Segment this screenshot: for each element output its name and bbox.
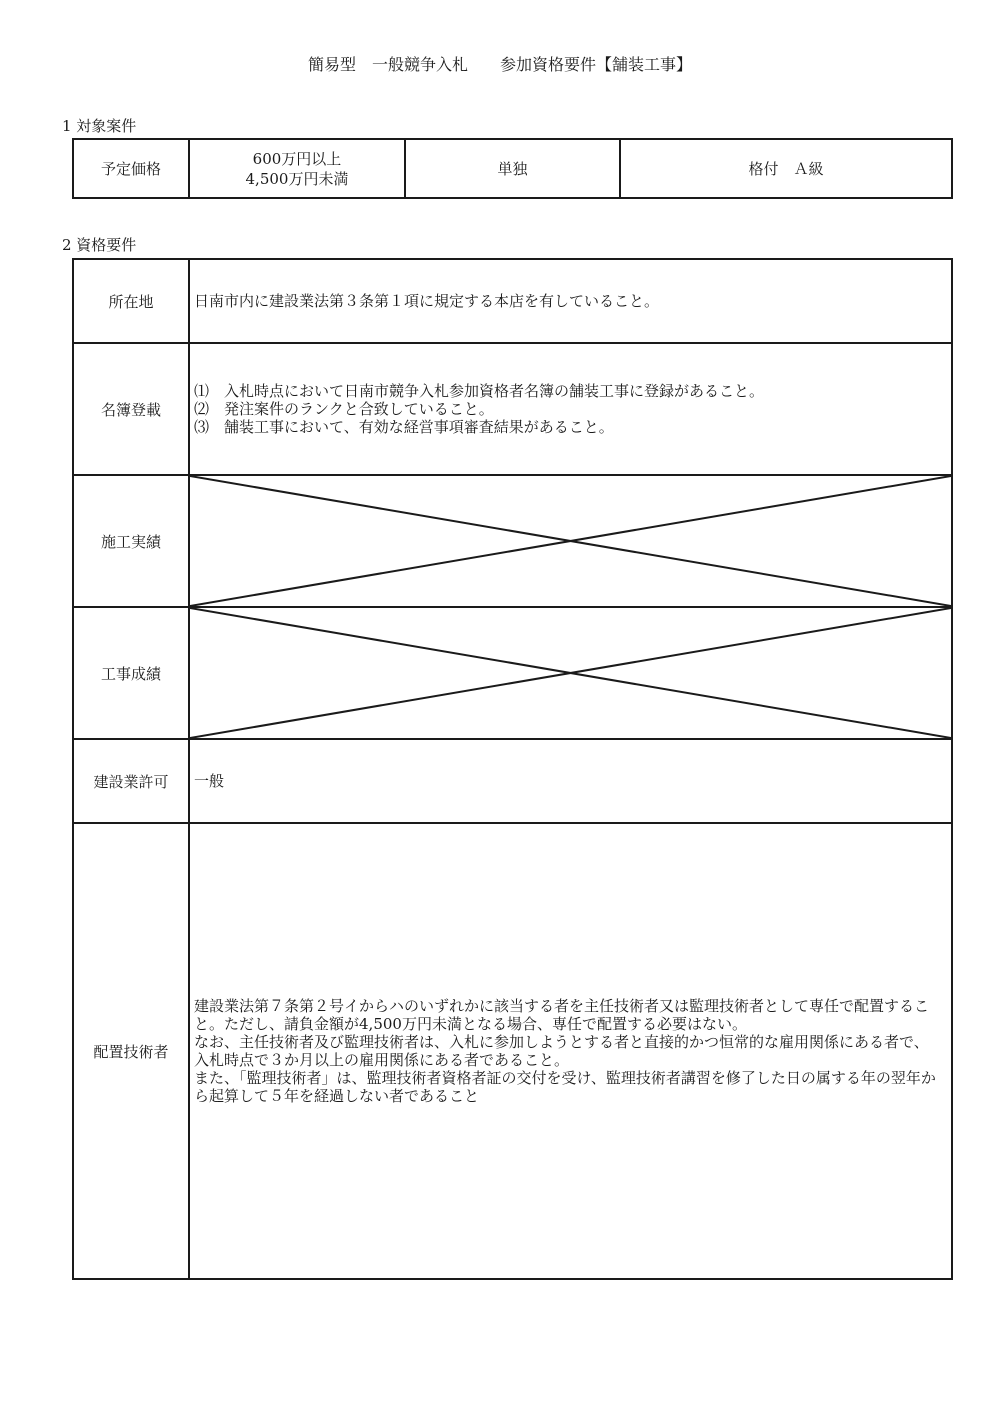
license-text: 一般 bbox=[194, 772, 225, 790]
price-lower-bound: 600万円以上 bbox=[252, 149, 342, 168]
registry-requirements bbox=[189, 343, 952, 475]
row-label: 所在地 bbox=[108, 292, 154, 311]
table-row bbox=[73, 607, 952, 739]
list-item: ⑴ 入札時点において日南市競争入札参加資格者名簿の舗装工事に登録があること。 bbox=[194, 382, 765, 400]
table-row bbox=[73, 475, 952, 607]
section2-label: 2 資格要件 bbox=[62, 236, 137, 254]
row-label-construction-record bbox=[73, 475, 189, 607]
list-item: ⑵ 発注案件のランクと合致していること。 bbox=[194, 400, 494, 418]
table-row bbox=[73, 343, 952, 475]
row-label: 配置技術者 bbox=[93, 1042, 169, 1061]
row-label-work-performance bbox=[73, 607, 189, 739]
price-label-cell bbox=[73, 139, 189, 198]
grade-cell bbox=[620, 139, 952, 198]
row-label-engineer bbox=[73, 823, 189, 1279]
row-label: 工事成績 bbox=[100, 664, 161, 683]
row-label-registry bbox=[73, 343, 189, 475]
location-text: 日南市内に建設業法第３条第１項に規定する本店を有していること。 bbox=[194, 292, 660, 310]
location-requirement bbox=[189, 259, 952, 343]
price-range-cell bbox=[189, 139, 405, 198]
paragraph: 建設業法第７条第２号イからハのいずれかに該当する者を主任技術者又は監理技術者として専任で配置すること。ただし、請負金額が4,500万円未満となる場合、専任で配置する必要はない。 bbox=[194, 997, 930, 1033]
row-label: 施工実績 bbox=[100, 532, 161, 551]
target-project-table bbox=[72, 138, 953, 199]
row-label: 建設業許可 bbox=[93, 772, 169, 791]
row-label: 名簿登載 bbox=[100, 400, 161, 419]
license-requirement bbox=[189, 739, 952, 823]
contract-type: 単独 bbox=[497, 159, 528, 178]
not-applicable-cross bbox=[190, 608, 951, 738]
document-title: 簡易型 一般競争入札 参加資格要件【舗装工事】 bbox=[307, 55, 692, 74]
table-row bbox=[73, 739, 952, 823]
paragraph: なお、主任技術者及び監理技術者は、入札に参加しようとする者と直接的かつ恒常的な雇用関係にある者で、入札時点で３か月以上の雇用関係にある者であること。 bbox=[194, 1033, 929, 1069]
not-applicable-cell bbox=[189, 607, 952, 739]
engineer-requirements bbox=[189, 823, 952, 1279]
table-row bbox=[73, 259, 952, 343]
price-label: 予定価格 bbox=[100, 159, 161, 178]
paragraph: また、「監理技術者」は、監理技術者資格者証の交付を受け、監理技術者講習を修了した日の属する年の翌年から起算して５年を経過しない者であること bbox=[194, 1069, 936, 1105]
not-applicable-cross bbox=[190, 476, 951, 606]
grade: 格付 Ａ級 bbox=[748, 159, 824, 178]
list-item: ⑶ 舗装工事において、有効な経営事項審査結果があること。 bbox=[194, 418, 614, 436]
table-row bbox=[73, 139, 952, 198]
row-label-license bbox=[73, 739, 189, 823]
row-label-location bbox=[73, 259, 189, 343]
not-applicable-cell bbox=[189, 475, 952, 607]
price-upper-bound: 4,500万円未満 bbox=[245, 169, 349, 188]
section1-label: 1 対象案件 bbox=[62, 117, 137, 135]
contract-type-cell bbox=[405, 139, 620, 198]
table-row bbox=[73, 823, 952, 1279]
qualification-table bbox=[72, 258, 953, 1280]
